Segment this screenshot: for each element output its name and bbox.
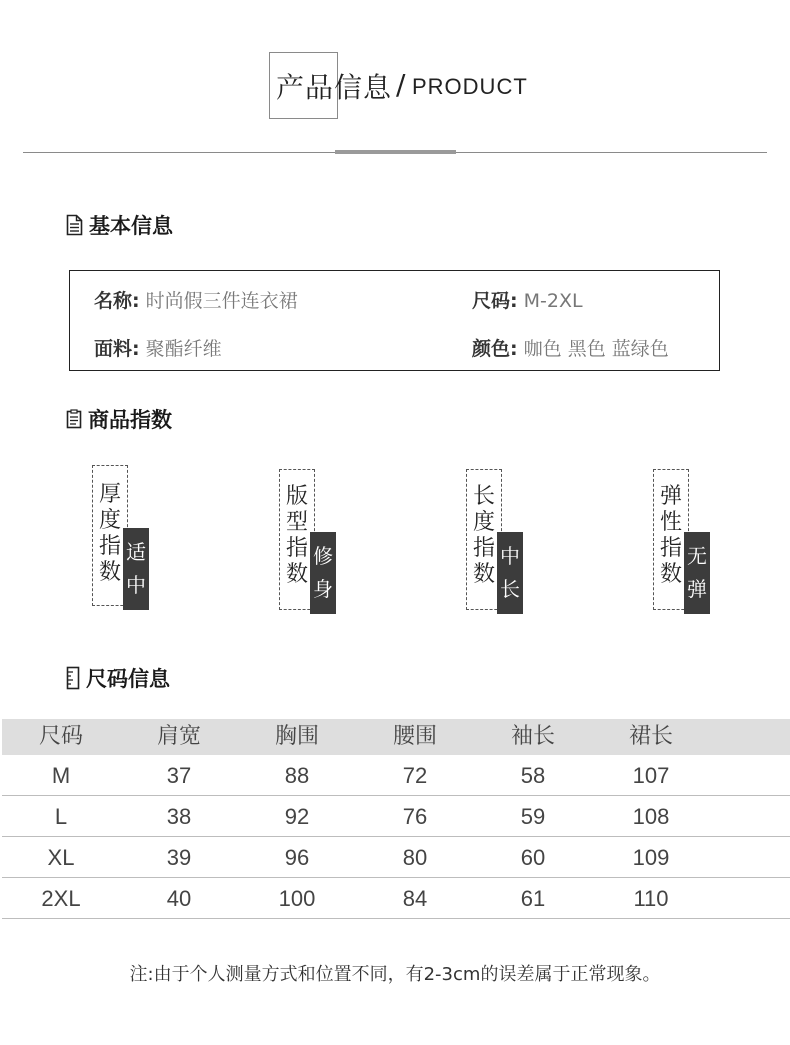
table-cell: 92 xyxy=(284,804,310,829)
table-cell: 38 xyxy=(166,804,192,829)
index-char: 度 xyxy=(472,510,495,535)
index-title: 商品指数 xyxy=(88,408,172,432)
table-header-cell: 袖长 xyxy=(510,724,555,749)
table-cell: 59 xyxy=(520,804,546,829)
index-value-char: 中 xyxy=(126,573,146,597)
table-cell: 72 xyxy=(402,763,428,788)
index-value-char: 弹 xyxy=(687,577,707,601)
info-size-label: 尺码: xyxy=(472,290,518,312)
index-char: 版 xyxy=(285,484,308,509)
page-title-cn: 产品信息 xyxy=(276,71,393,104)
table-header-cell: 肩宽 xyxy=(156,724,201,749)
document-icon xyxy=(66,214,83,241)
info-name-value: 时尚假三件连衣裙 xyxy=(145,290,298,312)
index-char: 型 xyxy=(285,510,308,535)
table-cell: 61 xyxy=(520,886,546,911)
info-color-label: 颜色: xyxy=(472,338,518,360)
index-char: 指 xyxy=(285,536,308,561)
table-cell: 37 xyxy=(166,763,192,788)
table-header-cell: 胸围 xyxy=(274,724,319,749)
table-cell: 109 xyxy=(632,845,670,870)
index-value-char: 身 xyxy=(313,577,333,601)
index-char: 度 xyxy=(98,508,121,533)
table-cell: 88 xyxy=(284,763,310,788)
index-char: 指 xyxy=(98,534,121,559)
measurement-note: 注:由于个人测量方式和位置不同，有2-3cm的误差属于正常现象。 xyxy=(129,964,661,985)
size-table xyxy=(2,719,790,919)
page-title-en: PRODUCT xyxy=(412,74,528,99)
table-cell: M xyxy=(51,763,71,788)
table-cell: 80 xyxy=(402,845,428,870)
info-fabric-label: 面料: xyxy=(94,338,140,360)
table-header-cell: 腰围 xyxy=(392,724,437,749)
table-row xyxy=(2,755,790,796)
index-value-char: 长 xyxy=(500,577,520,601)
index-value-thickness xyxy=(123,528,149,610)
index-char: 指 xyxy=(659,536,682,561)
table-cell: 110 xyxy=(633,886,669,911)
index-char: 数 xyxy=(285,562,308,587)
table-cell: 108 xyxy=(632,804,670,829)
info-size xyxy=(472,286,583,313)
table-cell: 107 xyxy=(632,763,670,788)
index-value-elasticity xyxy=(684,532,710,614)
index-value-char: 中 xyxy=(500,544,520,568)
table-row xyxy=(2,878,790,919)
table-cell: 96 xyxy=(284,845,310,870)
table-cell: 60 xyxy=(520,845,546,870)
table-cell: XL xyxy=(47,845,75,870)
info-size-value: M-2XL xyxy=(523,290,583,312)
index-char: 数 xyxy=(98,560,121,585)
index-char: 指 xyxy=(472,536,495,561)
size-heading xyxy=(66,663,170,695)
index-value-char: 修 xyxy=(313,544,333,568)
table-header-cell: 裙长 xyxy=(628,724,673,749)
info-color xyxy=(472,334,669,361)
index-heading xyxy=(66,404,172,434)
info-color-value: 咖色 黑色 蓝绿色 xyxy=(523,338,669,360)
index-value-fit xyxy=(310,532,336,614)
info-name xyxy=(94,286,298,313)
index-value-char: 适 xyxy=(126,540,146,564)
header-divider-accent xyxy=(335,150,456,154)
table-row xyxy=(2,796,790,837)
clipboard-icon xyxy=(66,409,82,434)
basic-info-title: 基本信息 xyxy=(89,214,173,238)
index-char: 数 xyxy=(472,562,495,587)
table-cell: L xyxy=(54,804,68,829)
index-char: 弹 xyxy=(659,484,682,509)
table-row xyxy=(2,837,790,878)
size-title: 尺码信息 xyxy=(86,667,170,691)
table-header xyxy=(2,719,790,755)
basic-info-heading xyxy=(66,210,173,241)
index-char: 厚 xyxy=(98,482,121,507)
index-char: 数 xyxy=(659,562,682,587)
title-separator: / xyxy=(396,68,406,101)
table-header-cell: 尺码 xyxy=(38,724,83,749)
table-cell: 76 xyxy=(402,804,428,829)
ruler-icon xyxy=(66,666,80,695)
table-cell: 84 xyxy=(402,886,428,911)
info-name-label: 名称: xyxy=(94,290,140,312)
table-cell: 58 xyxy=(520,763,546,788)
index-value-char: 无 xyxy=(687,544,707,568)
table-cell: 40 xyxy=(166,886,192,911)
table-cell: 39 xyxy=(166,845,192,870)
table-cell: 2XL xyxy=(41,886,81,911)
table-cell: 100 xyxy=(278,886,316,911)
index-char: 长 xyxy=(472,484,495,509)
index-value-length xyxy=(497,532,523,614)
info-fabric xyxy=(94,334,222,361)
index-char: 性 xyxy=(659,510,682,535)
info-fabric-value: 聚酯纤维 xyxy=(145,338,222,360)
